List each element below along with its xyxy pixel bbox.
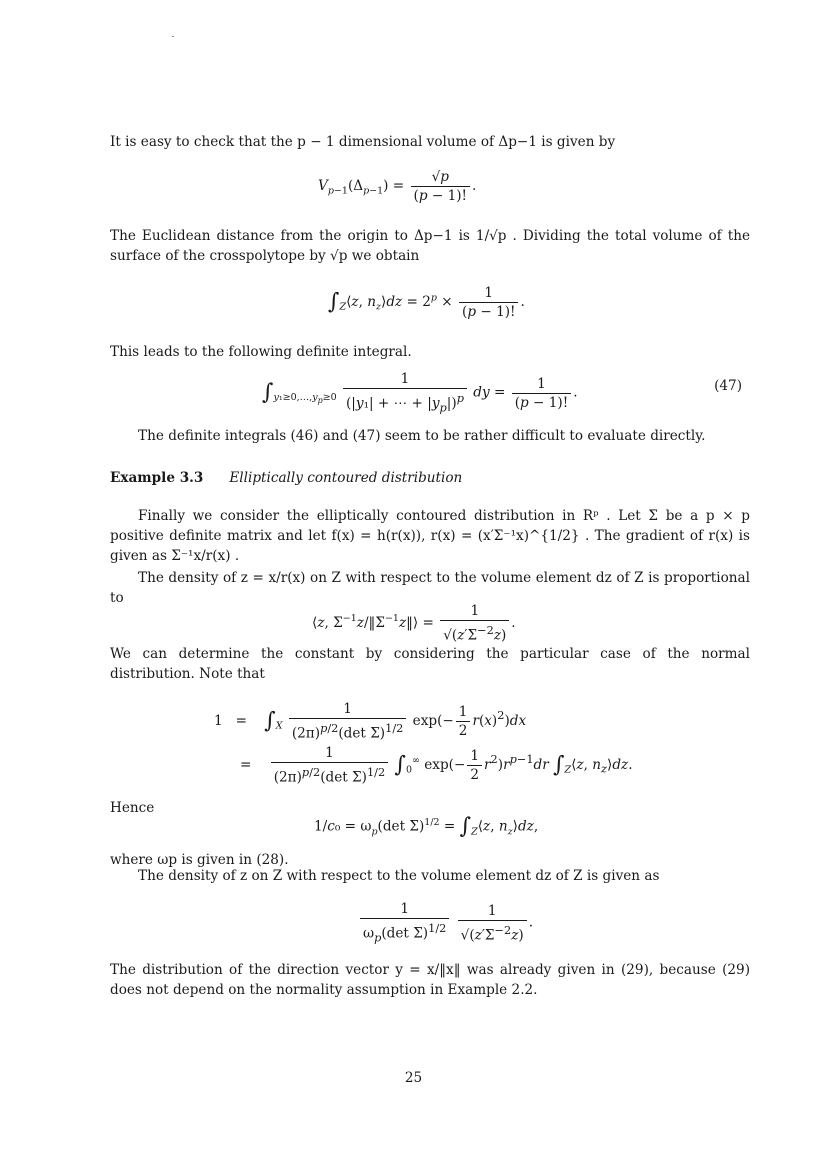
paragraph-10: The density of z on Z with respect to the volume element dz of Z is given as [138,868,660,884]
equation-volume: $V_{p-1}(\Delta_{p-1})$ = $\frac{√p}{(p - 1)!}$ . [318,169,477,204]
example-label: Example 3.3 [110,470,204,486]
equation-normalizing-constant: $1/c_0 = \omega_p(\det$ $\Sigma)^{1/2} = \int_Z⟨z$, $n_z⟩dz$, [314,814,539,840]
page-number: 25 [404,1070,423,1086]
paragraph-3: This leads to the following definite integral. [110,344,412,360]
paragraph-6: The density of z = x/r(x) on Z with respect to the volume element dz of Z is proportional to [110,570,750,606]
example-title: Elliptically contoured distribution [229,470,463,486]
paragraph-11: The distribution of the direction vector y = x/‖x‖ was already given in (29), because (29) does not depend on the normality assumption in Example 2.2. [110,962,750,998]
equation-47: $\int_{y_1\ge 0,\dots,y_p\ge 0}$ $\frac{1}{(|y_1| + \cdots + |y_p|)^p}$ dy = $\frac{1}{(p - 1)!}$ . [262,371,578,415]
paragraph-7: We can determine the constant by considering the particular case of the normal distribution. Note that [110,646,750,682]
equation-number-47: (47) [714,378,742,394]
scan-mark [172,36,174,37]
paragraph-4: The definite integrals (46) and (47) seem to be rather difficult to evaluate directly. [138,428,706,444]
paragraph-5: Finally we consider the elliptically contoured distribution in Rᵖ . Let Σ be a p × p positive definite matrix and let f(x) = h(r(x)), r(x) = (x′Σ⁻¹x)^{1/2} . The gradient of r(x) is given as Σ⁻¹x/r(x) . [110,508,750,564]
equation-density-given: $\frac{1}{\omega_p(\det \Sigma)^{1/2}}$ $\frac{1}{√(z'\Sigma^{-2}z)}$ . [358,900,533,946]
equation-normalization-line-1: 1 = $\int_X$ $\frac{1}{(2\pi)^{p/2}(\det \Sigma)^{1/2}}$ exp(− $\frac{1}{2}$ $r(x)^2)dx$ [214,701,527,742]
paragraph-8: Hence [110,800,155,816]
paragraph-9: where ωp is given in (28). [110,852,289,868]
paragraph-1: It is easy to check that the p − 1 dimensional volume of Δp−1 is given by [110,134,616,150]
example-heading [110,470,462,486]
equation-normalization-line-2: = $\frac{1}{(2\pi)^{p/2}(\det \Sigma)^{1/2}}$ $\int_0^\infty$ exp(− $\frac{1}{2}$ $r^2)r^{p-1}dr$ $\int_Z⟨z$, $n_z⟩dz$. [240,745,633,786]
equation-surface-integral: $\int_Z⟨z$, $n_z⟩dz = 2^p$ × $\frac{1}{(p - 1)!}$ . [328,285,525,320]
equation-density-proportional: ⟨z, $\Sigma^{-1}z/‖\Sigma^{-1}z‖⟩$ = $\frac{1}{√(z'\Sigma^{-2}z)}$ . [312,603,516,644]
paragraph-2: The Euclidean distance from the origin to Δp−1 is 1/√p . Dividing the total volume of the surface of the crosspolytope by √p we obtain [110,228,750,264]
